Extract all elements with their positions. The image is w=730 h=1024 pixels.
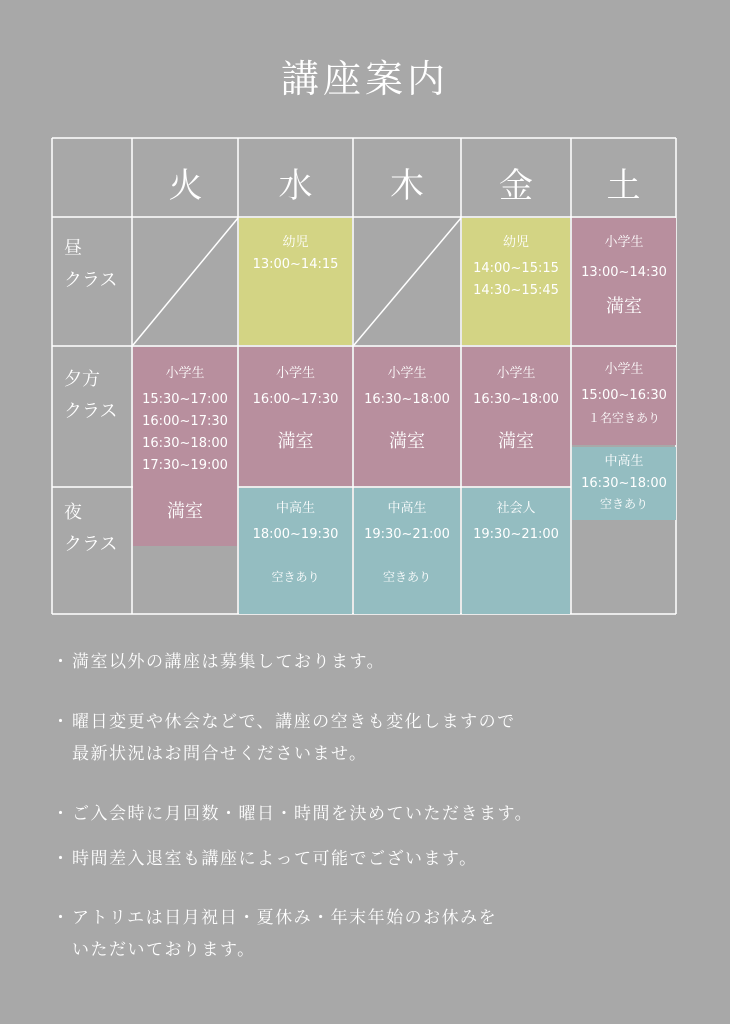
row-label-night: 夜 クラス — [64, 502, 118, 555]
class-cell-wed-evening: 小学生 16:00~17:30 満室 — [239, 347, 352, 486]
class-cell-sat-daytime: 小学生 13:00~14:30 満室 — [572, 218, 676, 345]
day-header-thu: 木 — [390, 166, 424, 206]
class-cell-fri-daytime: 幼児 14:00~15:15 14:30~15:45 — [462, 218, 570, 345]
row-label-evening: 夕方 クラス — [64, 369, 118, 422]
class-cell-wed-night: 中高生 18:00~19:30 空きあり — [239, 488, 352, 614]
class-cell-thu-night: 中高生 19:30~21:00 空きあり — [354, 488, 460, 614]
class-cell-fri-night: 社会人 19:30~21:00 — [462, 488, 570, 614]
day-header-wed: 水 — [278, 166, 313, 206]
day-header-tue: 火 — [168, 166, 203, 206]
day-header-sat: 土 — [606, 166, 641, 206]
diagonal-thu-daytime — [354, 218, 461, 345]
class-cell-sat-evening-2: 中高生 16:30~18:00 空きあり — [572, 447, 676, 520]
page-title: 講座案内 — [280, 57, 449, 101]
class-cell-thu-evening: 小学生 16:30~18:00 満室 — [354, 347, 460, 486]
day-header-fri: 金 — [499, 166, 533, 206]
class-cell-wed-daytime: 幼児 13:00~14:15 — [239, 218, 352, 345]
row-label-daytime: 昼 クラス — [64, 238, 118, 291]
diagonal-tue-daytime — [133, 218, 238, 345]
class-cell-tue-evening-night: 小学生 15:30~17:00 16:00~17:30 16:30~18:00 17:30~19:00 満室 — [133, 347, 237, 546]
class-cell-sat-evening: 小学生 15:00~16:30 １名空きあり — [572, 347, 676, 445]
class-cell-fri-evening: 小学生 16:30~18:00 満室 — [462, 347, 570, 486]
